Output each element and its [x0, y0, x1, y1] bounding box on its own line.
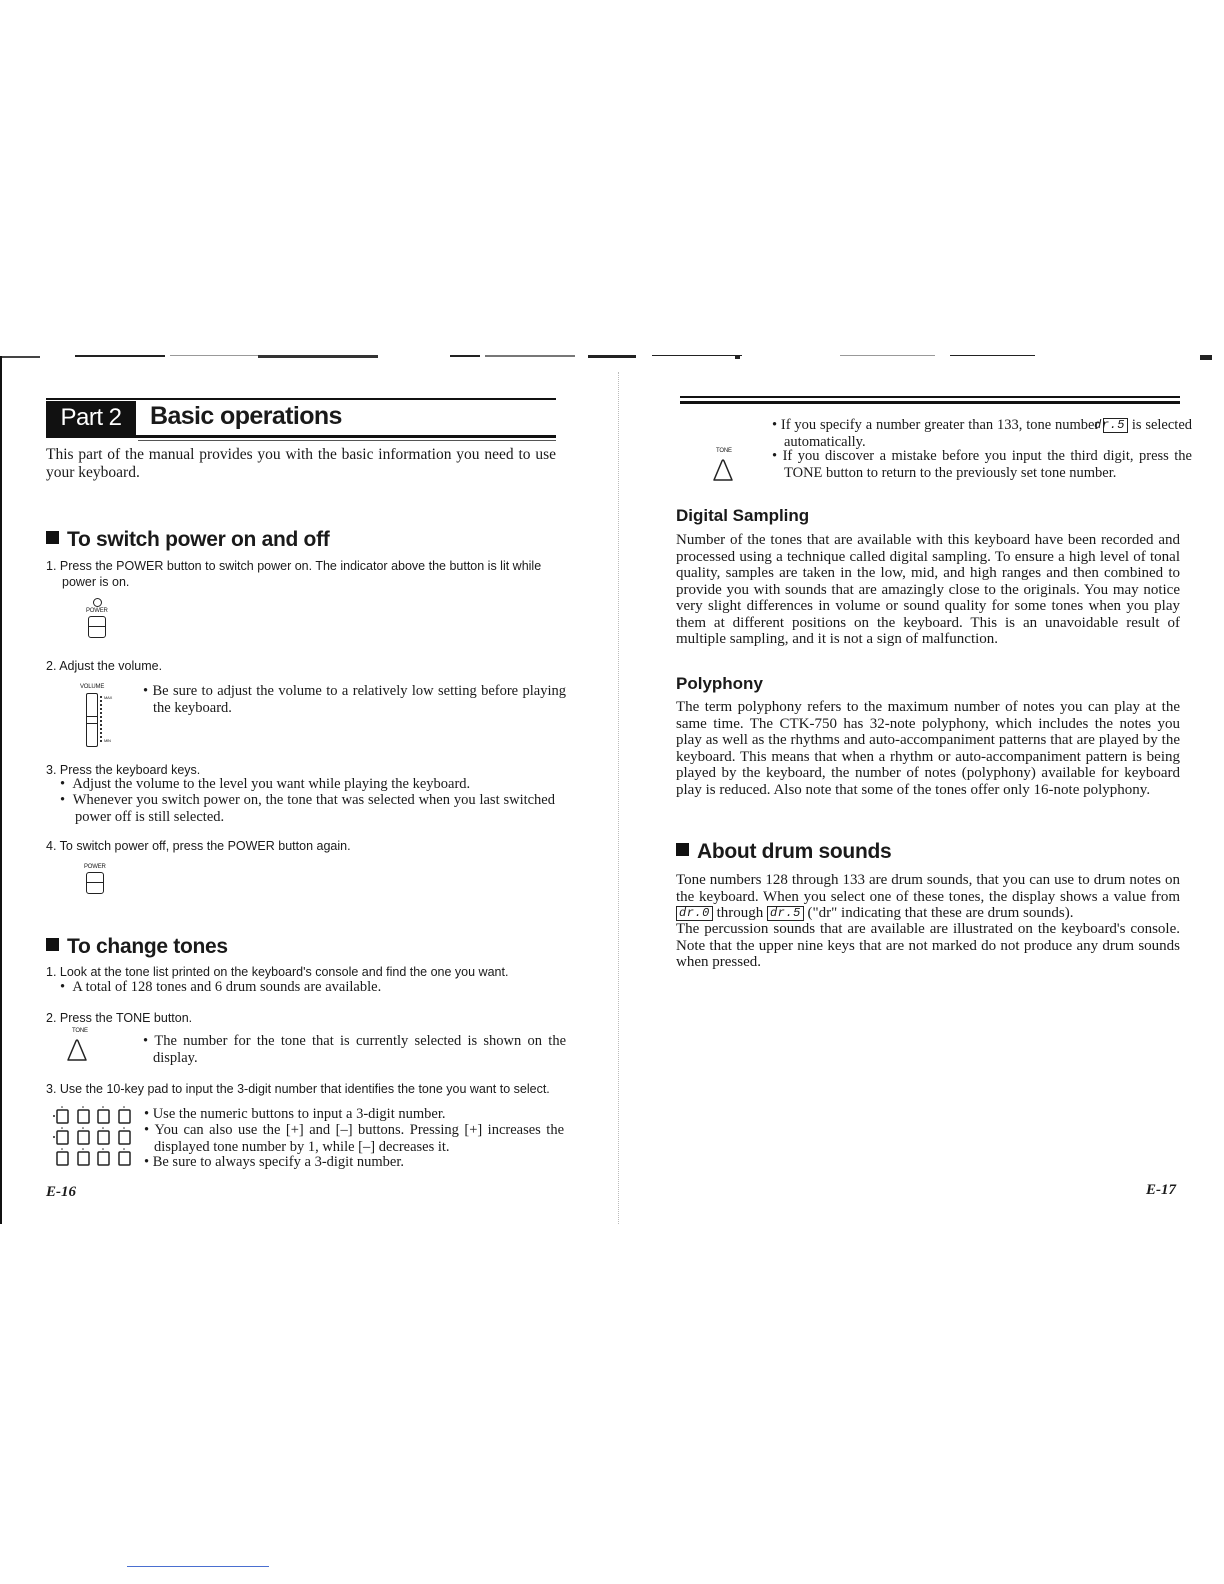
- header-rule: [680, 396, 1180, 398]
- lcd-display-value: dr.5: [767, 906, 804, 921]
- page-edge: [0, 356, 2, 1224]
- bullet-text: • Be sure to adjust the volume to a relatively low setting before playing the keyboard.: [143, 683, 567, 716]
- page-number: E-17: [1146, 1182, 1176, 1198]
- square-bullet-icon: [46, 938, 59, 951]
- max-label: MAX: [104, 695, 113, 700]
- bullet-text: • Whenever you switch power on, the tone that was selected when you last switched power off is still selected.: [60, 792, 555, 825]
- section-heading-tones: To change tones: [46, 934, 228, 960]
- step-text: 2. Press the TONE button.: [46, 1011, 193, 1025]
- step-text: 2. Adjust the volume.: [46, 659, 163, 673]
- section-heading-power: To switch power on and off: [46, 527, 329, 553]
- bullet-text: • Use the numeric buttons to input a 3-digit number.: [144, 1106, 446, 1122]
- page-spine: [618, 372, 619, 1224]
- step-text: 1. Press the POWER button to switch power on. The indicator above the button is lit while power is on.: [46, 559, 542, 589]
- paragraph: The percussion sounds that are available are illustrated on the keyboard's console. Note that the upper nine keys that are not marked do not produce any drum sounds when pressed.: [676, 921, 1180, 970]
- part-title: Basic operations: [150, 402, 342, 430]
- volume-label: VOLUME: [80, 684, 105, 690]
- power-button-icon: [86, 598, 112, 644]
- intro-paragraph: This part of the manual provides you with the basic information you need to use your keyboard.: [46, 446, 556, 481]
- header-rule: [680, 401, 1180, 404]
- header-rule: [46, 435, 556, 438]
- tone-label: TONE: [72, 1028, 88, 1034]
- lcd-display-value: dr.5: [1103, 418, 1128, 433]
- page-number: E-16: [46, 1184, 76, 1200]
- paragraph: The term polyphony refers to the maximum number of notes you can play at the same time. The CTK-750 has 32-note polyphony, which includes the notes you play as well as the rhythms and auto-accompaniment patterns that are played by the keyboard. This means that when a rhythm or auto-accompaniment pattern is being played by the keyboard, the number of notes (polyphony) available for keyboard play is reduced. Also note that some of the tones offer only 16-note polyphony.: [676, 699, 1180, 798]
- bullet-text: • The number for the tone that is currently selected is shown on the display.: [143, 1033, 567, 1066]
- step-text: 3. Use the 10-key pad to input the 3-digit number that identifies the tone you want to select.: [46, 1082, 550, 1096]
- tone-button-icon: [64, 1028, 94, 1064]
- volume-slider-icon: [80, 684, 120, 748]
- bullet-text: • Be sure to always specify a 3-digit number.: [144, 1154, 404, 1170]
- section-heading-drum: About drum sounds: [676, 839, 891, 865]
- power-label: POWER: [84, 864, 106, 870]
- paragraph: Number of the tones that are available with this keyboard have been recorded and processed using a technique called digital sampling. To ensure a high level of tonal quality, samples are taken in the low, mid, and high ranges and then combined to provide you with sounds that are amazingly close to the originals. You may notice very slight differences in volume or sound quality for some tones when you play them at different positions on the keyboard. This is an unavoidable result of multiple sampling, and it is not a sign of malfunction.: [676, 532, 1180, 647]
- part-label: Part 2: [46, 401, 136, 435]
- scan-edge-strip: [0, 355, 1224, 363]
- paragraph: Tone numbers 128 through 133 are drum sounds, that you can use to drum notes on the keyboard. When you select one of these tones, the display shows a value from dr.0 through dr.5 ("dr" indicating that these are drum sounds).: [676, 872, 1180, 921]
- header-rule: [138, 440, 556, 441]
- step-text: 1. Look at the tone list printed on the keyboard's console and find the one you want.: [46, 965, 509, 979]
- subheading-digital-sampling: Digital Sampling: [676, 506, 810, 525]
- bullet-text: • You can also use the [+] and [–] buttons. Pressing [+] increases the displayed tone number by 1, while [–] decreases it.: [144, 1122, 565, 1155]
- min-label: MIN: [104, 738, 111, 743]
- square-bullet-icon: [46, 531, 59, 544]
- subheading-polyphony: Polyphony: [676, 674, 763, 693]
- bullet-text: • If you specify a number greater than 133, tone number dr.5 is selected automatically.: [772, 417, 1193, 450]
- bullet-text: • A total of 128 tones and 6 drum sounds are available.: [60, 979, 382, 995]
- power-label: POWER: [86, 608, 108, 614]
- bullet-text: • If you discover a mistake before you input the third digit, press the TONE button to return to the previously set tone number.: [772, 448, 1192, 481]
- scan-artifact-line: [127, 1566, 269, 1567]
- keypad-icon: [52, 1106, 136, 1170]
- step-text: 4. To switch power off, press the POWER button again.: [46, 839, 351, 853]
- lcd-display-value: dr.0: [676, 906, 713, 921]
- square-bullet-icon: [676, 843, 689, 856]
- step-text: 3. Press the keyboard keys.: [46, 763, 201, 777]
- bullet-text: • Adjust the volume to the level you want while playing the keyboard.: [60, 776, 471, 792]
- tone-label: TONE: [716, 448, 732, 454]
- power-button-icon: [84, 864, 110, 900]
- tone-button-icon: [710, 448, 740, 482]
